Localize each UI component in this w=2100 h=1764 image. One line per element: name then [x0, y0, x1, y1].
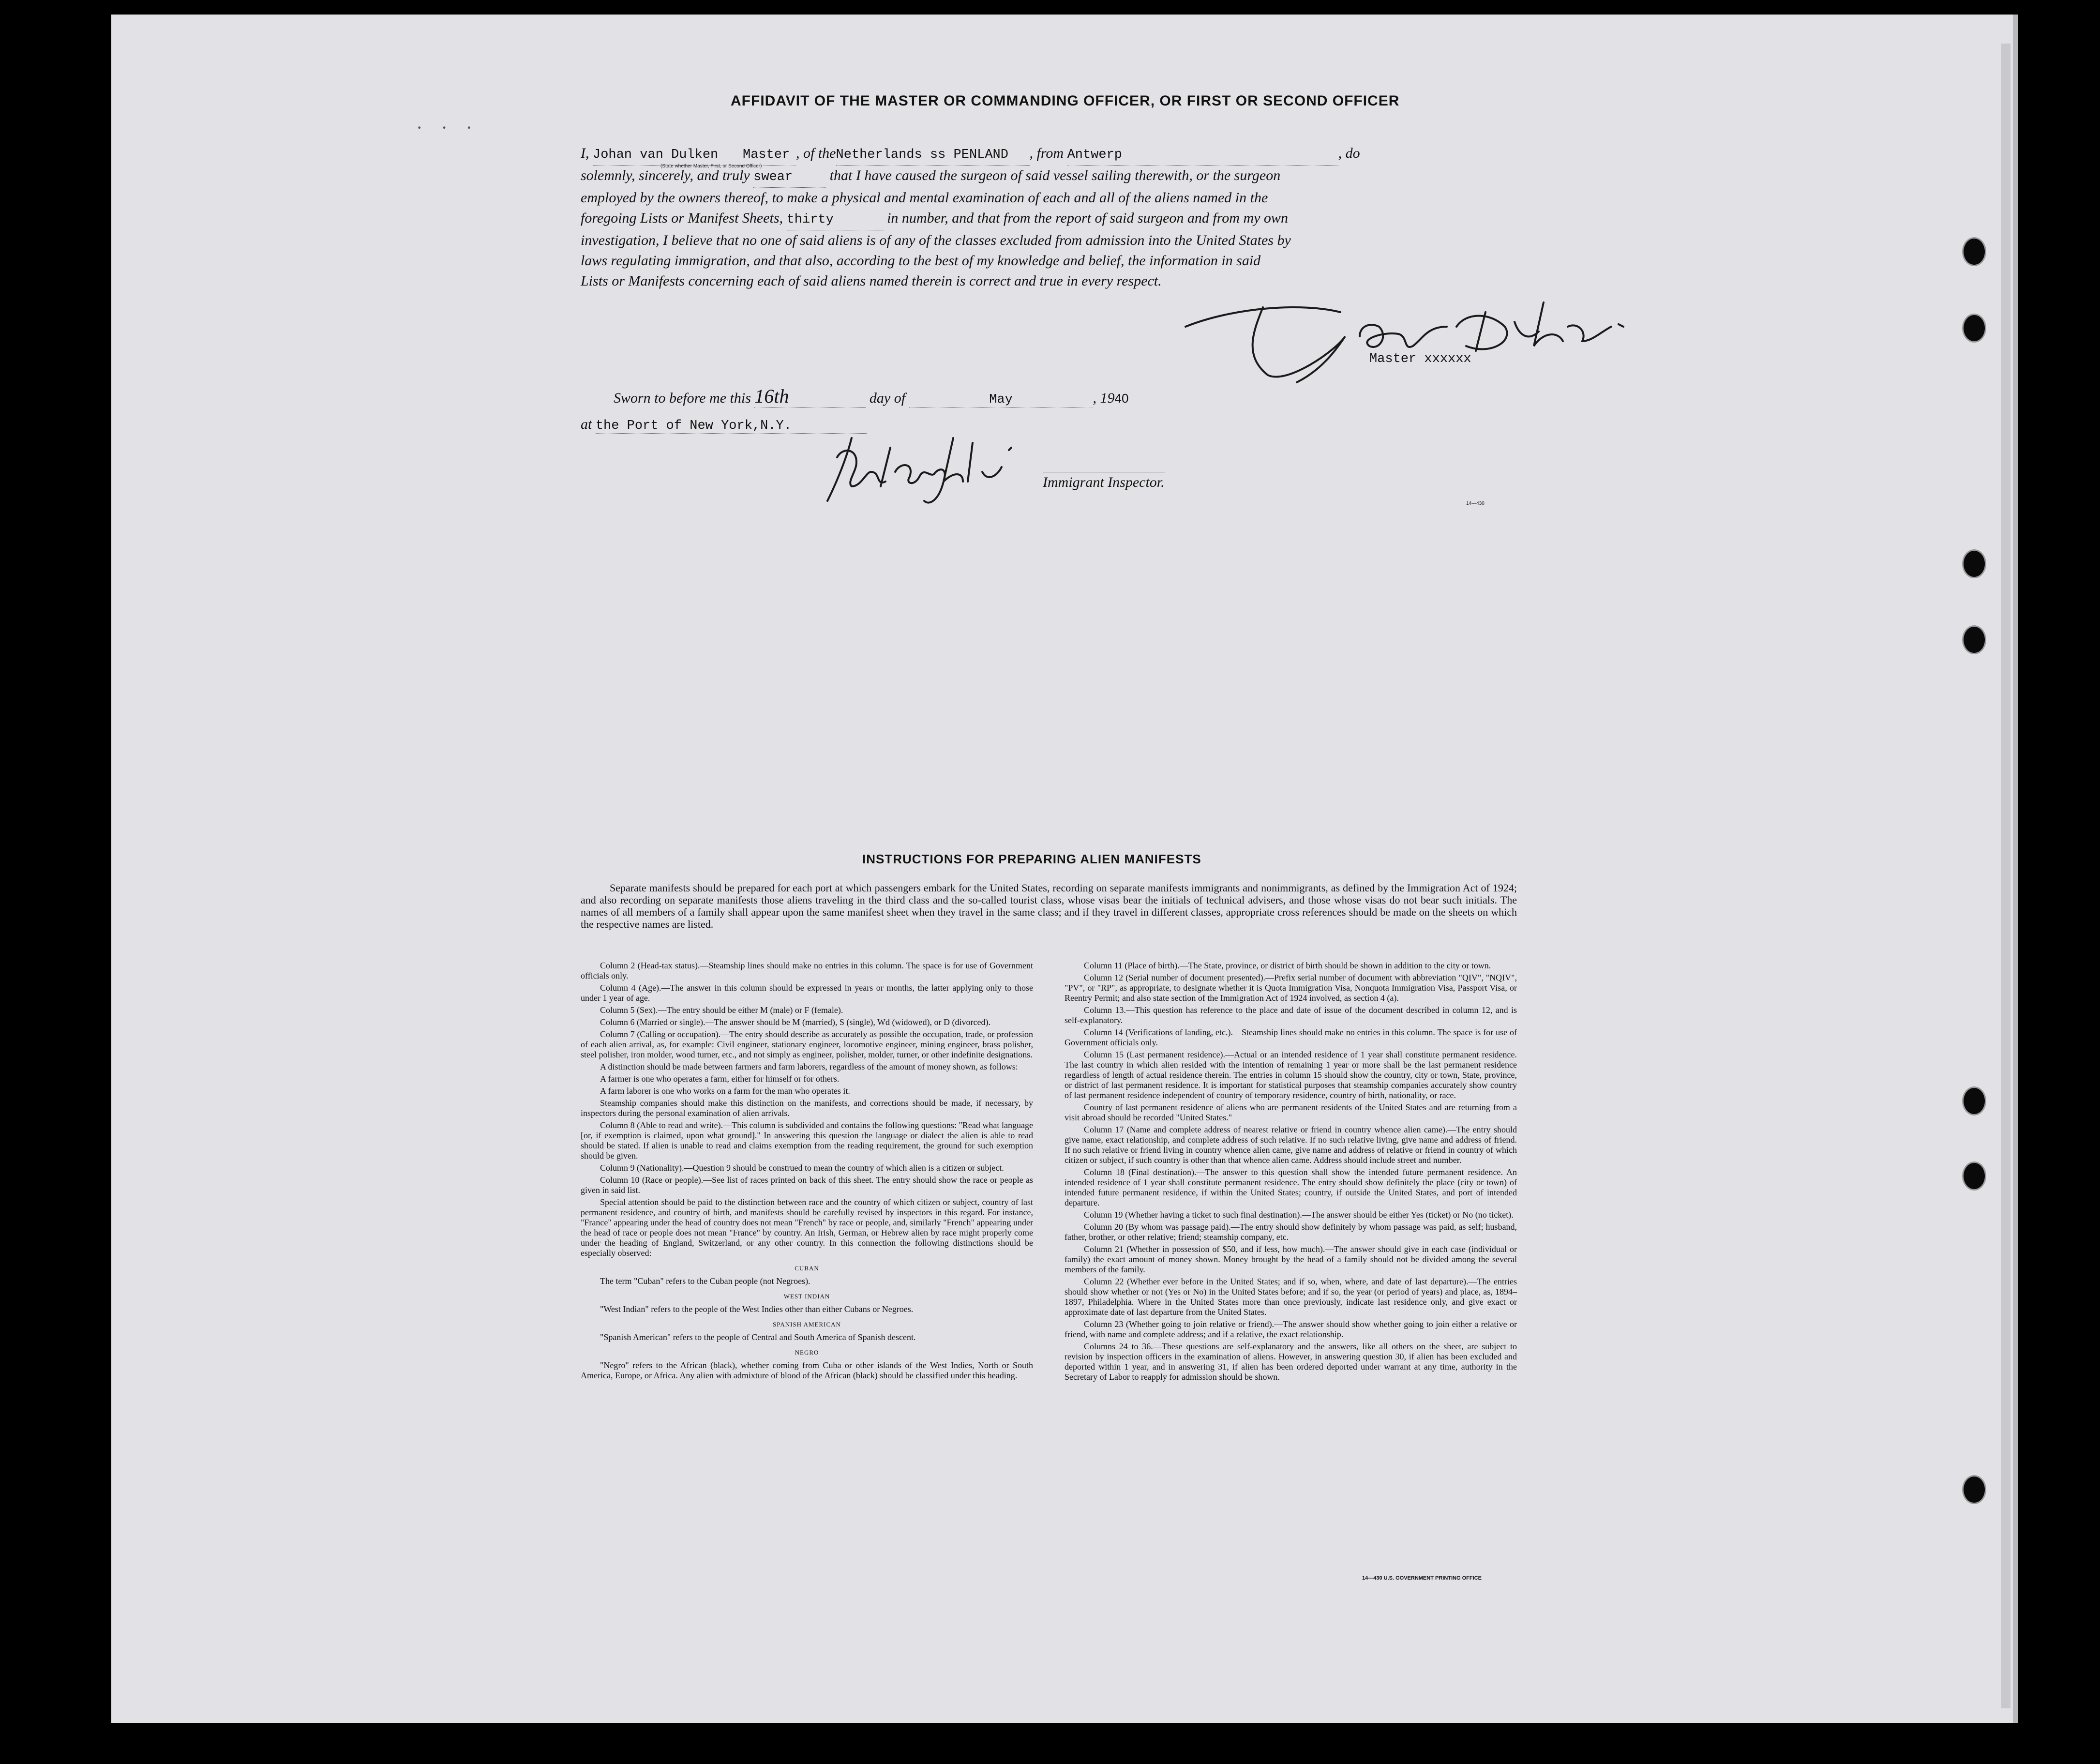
binder-hole	[1962, 314, 1986, 343]
printing-office-footer: 14—430 U.S. GOVERNMENT PRINTING OFFICE	[1362, 1575, 1482, 1581]
spanish-american-definition: "Spanish American" refers to the people of Central and South America of Spanish descent.	[600, 1332, 916, 1342]
ink-specks: · · ·	[416, 117, 479, 138]
instruction-paragraph: Column 8 (Able to read and write).—This column is subdivided and contains the following questions: "Read what language [or, if exemption is claimed, upon what ground]." In answering this question the language or dialect the alien is able to read should be stated. If alien is unable to read and claims exemption from the reading requirement, the ground for such exemption should be given.	[581, 1120, 1033, 1161]
instruction-paragraph: Column 22 (Whether ever before in the United States; and if so, when, where, and date of last departure).—The entries should show whether or not (Yes or No) in the United States before; and if so, the year (or period of years) and place, as, 1894–1897, Philadelphia. Where in the United States more than once previously, indicate last residence only, and give exact or approximate date of last departure from the United States.	[1065, 1277, 1517, 1317]
west-indian-definition: "West Indian" refers to the people of the West Indies other than either Cubans or Negroes.	[600, 1304, 914, 1314]
sheet-count-field: thirty	[787, 210, 884, 230]
instruction-paragraph: Column 15 (Last permanent residence).—Actual or an intended residence of 1 year shall constitute permanent residence. The last country in which alien resided with the intention of remaining 1 year or more shall be the last permanent residence regardless of length of actual residence therein. The entries in column 15 should show the country, city or town, State, province, or district of last permanent residence. It is important for statistical purposes that steamship companies accurately show country of last permanent residence independent of country of temporary residence, country of birth, nationality, or race.	[1065, 1050, 1517, 1100]
instruction-paragraph: Column 19 (Whether having a ticket to such final destination).—The answer should be either Yes (ticket) or No (no ticket).	[1084, 1210, 1514, 1220]
instruction-paragraph: A distinction should be made between farmers and farm laborers, regardless of the amount of money shown, as follows:	[600, 1062, 1018, 1071]
instructions-left-column	[581, 961, 1033, 1383]
affidavit-text: , do	[1338, 145, 1360, 161]
affidavit-text: I,	[581, 145, 589, 161]
instruction-paragraph: Column 23 (Whether going to join relative or friend).—The answer should show whether going to join either a relative or friend, with name and complete address; and if a relative, the exact relationship.	[1065, 1319, 1517, 1339]
inspector-label: Immigrant Inspector.	[1043, 472, 1165, 491]
departure-port-field: Antwerp	[1067, 145, 1338, 166]
cuban-definition: The term "Cuban" refers to the Cuban people (not Negroes).	[600, 1276, 810, 1286]
instructions-intro: Separate manifests should be prepared for each port at which passengers embark for the United States, recording on separate manifests immigrants and nonimmigrants, as defined by the Immigration Act of 1924; and also recording on separate manifests those aliens traveling in the third class and the so-called tourist class, whose visas bear the initials of technical advisers, and those whose visas do not bear such initials. The names of all members of a family shall appear upon the same manifest sheet when they travel in the same class; and if they travel in different classes, appropriate cross references should be made on the sheets on which the respective names are listed.	[581, 882, 1517, 930]
instruction-paragraph: Column 9 (Nationality).—Question 9 should be construed to mean the country of which alien is a citizen or subject.	[600, 1163, 1004, 1173]
instruction-paragraph: Column 4 (Age).—The answer in this column should be expressed in years or months, the latter applying only to those under 1 year of age.	[581, 983, 1033, 1003]
instruction-paragraph: Column 6 (Married or single).—The answer should be M (married), S (single), Wd (widowed), or D (divorced).	[600, 1017, 990, 1027]
instruction-paragraph: Column 10 (Race or people).—See list of races printed on back of this sheet. The entry should show the race or people as given in said list.	[581, 1175, 1033, 1195]
instructions-right-column	[1065, 961, 1517, 1384]
form-number: 14—430	[1466, 501, 1485, 506]
instruction-paragraph: Column 7 (Calling or occupation).—The entry should describe as accurately as possible the occupation, trade, or profession of each alien arrival, as, for example: Civil engineer, stationary engineer, locomotive engineer, mining engineer, brass polisher, steel polisher, iron molder, wood turner, etc., and not simply as engineer, polisher, molder, turner, or other indefinite designations.	[581, 1029, 1033, 1059]
affidavit-text: that I have caused the surgeon of said vessel sailing therewith, or the surgeon	[829, 167, 1281, 183]
oath-field: swear	[753, 167, 826, 188]
sworn-month-field: May	[909, 392, 1093, 407]
binder-hole	[1962, 1475, 1986, 1504]
instruction-paragraph: A farm laborer is one who works on a farm for the man who operates it.	[600, 1086, 850, 1096]
negro-heading: NEGRO	[795, 1349, 819, 1356]
sworn-place-field: the Port of New York,N.Y.	[596, 419, 867, 434]
instructions-title: INSTRUCTIONS FOR PREPARING ALIEN MANIFESTS	[862, 852, 1201, 866]
negro-definition: "Negro" refers to the African (black), whether coming from Cuba or other islands of the West Indies, North or South America, Europe, or Africa. Any alien with admixture of blood of the African (black) should be classified under this heading.	[581, 1360, 1033, 1380]
sworn-line	[614, 385, 1128, 408]
master-signature	[1176, 293, 1631, 390]
page-edge	[2001, 44, 2010, 1708]
binder-hole	[1962, 1086, 1986, 1116]
affidavit-text: foregoing Lists or Manifest Sheets,	[581, 210, 783, 226]
vessel-field: Netherlands ss PENLAND	[836, 145, 1030, 166]
cuban-heading: CUBAN	[795, 1265, 819, 1272]
sworn-year-field: 40	[1114, 391, 1129, 406]
instruction-paragraph: Column 13.—This question has reference to the place and date of issue of the document described in column 12, and is self-explanatory.	[1065, 1005, 1517, 1025]
instruction-paragraph: Column 17 (Name and complete address of nearest relative or friend in country whence alien came).—The entry should give name, exact relationship, and complete address of such relative. If no such relative living, give name and address of friend. If no such relative or friend living in country whence alien came, give name and address of relative or friend in country of which citizen or subject, if such country is other than that whence alien came. Address should include street and number.	[1065, 1125, 1517, 1165]
binder-hole	[1962, 549, 1986, 578]
affidavit-text: in number, and that from the report of said surgeon and from my own	[887, 210, 1288, 226]
instruction-paragraph: Columns 24 to 36.—These questions are self-explanatory and the answers, like all others on the sheet, are subject to revision by inspection officers in the examination of aliens. However, in answering question 30, if alien has been excluded and deported within 1 year, and in answering 31, if alien has been ordered deported under warrant at any time, authority in the Secretary of Labor to reapply for admission should be shown.	[1065, 1342, 1517, 1382]
instruction-paragraph: Column 2 (Head-tax status).—Steamship lines should make no entries in this column. The space is for use of Government officials only.	[581, 961, 1033, 980]
affidavit-title: AFFIDAVIT OF THE MASTER OR COMMANDING OFFICER, OR FIRST OR SECOND OFFICER	[731, 93, 1400, 109]
west-indian-heading: WEST INDIAN	[783, 1293, 830, 1300]
affidavit-text: , from	[1029, 145, 1064, 161]
master-label: Master xxxxxx	[1369, 352, 1471, 366]
sworn-text: day of	[869, 390, 906, 406]
affidavit-text: , of the	[796, 145, 836, 161]
master-name-field: Johan van Dulken	[593, 145, 743, 166]
instruction-paragraph: Column 21 (Whether in possession of $50, and if less, how much).—The answer should give in each case (individual or family) the exact amount of money shown. Money brought by the head of a family should not be divided among the several members of the family.	[1065, 1244, 1517, 1274]
inspector-signature	[818, 428, 1069, 511]
sworn-text: Sworn to before me this	[614, 390, 751, 406]
rank-note: (State whether Master, First, or Second Officer)	[660, 164, 762, 169]
rank-field: Master	[743, 145, 796, 166]
instruction-paragraph: Column 11 (Place of birth).—The State, province, or district of birth should be shown in addition to the city or town.	[1084, 961, 1491, 970]
affidavit-text: solemnly, sincerely, and truly	[581, 167, 750, 183]
instruction-paragraph: Column 20 (By whom was passage paid).—The entry should show definitely by whom passage was paid, as self; husband, father, brother, or other relative; friend; steamship company, etc.	[1065, 1222, 1517, 1242]
instruction-paragraph: A farmer is one who operates a farm, either for himself or for others.	[600, 1074, 840, 1084]
affidavit-line-7: Lists or Manifests concerning each of said aliens named therein is correct and true in every respect.	[581, 273, 1162, 289]
affidavit-line-1	[581, 143, 1517, 166]
affidavit-line-4	[581, 208, 1517, 230]
sworn-day-field: 16th	[754, 385, 866, 408]
instruction-paragraph: Column 12 (Serial number of document presented).—Prefix serial number of document with abbreviation "QIV", "NQIV", "PV", or "RP", as appropriate, to designate whether it is Quota Immigration Visa, Nonquota Immigration Visa, Passport Visa, or Reentry Permit; and also state section of the Immigration Act of 1924 involved, as section 4 (a).	[1065, 973, 1517, 1003]
binder-hole	[1962, 625, 1986, 654]
instruction-paragraph: Column 18 (Final destination).—The answer to this question shall show the intended future permanent residence. An intended residence of 1 year shall constitute permanent residence. The entry should show definitely the place (city or town) of intended future permanent residence, if within the United States; country, if outside the United States, and port of intended departure.	[1065, 1167, 1517, 1207]
binder-hole	[1962, 237, 1986, 266]
sworn-text: at	[581, 416, 592, 432]
spanish-american-heading: SPANISH AMERICAN	[773, 1321, 841, 1328]
affidavit-line-3: employed by the owners thereof, to make a physical and mental examination of each and all of the aliens named in the	[581, 190, 1268, 206]
instruction-paragraph: Steamship companies should make this distinction on the manifests, and corrections should be made, if necessary, by inspectors during the personal examination of alien arrivals.	[581, 1098, 1033, 1118]
affidavit-line-5: investigation, I believe that no one of said aliens is of any of the classes excluded from admission into the United States by	[581, 232, 1291, 248]
instruction-paragraph: Special attention should be paid to the distinction between race and the country of which citizen or subject, country of last permanent residence, and country of birth, and manifests should be carefully revised by inspectors in this regard. For instance, "France" appearing under the head of country does not mean "French" by race or people, and, similarly "French" appearing under the head of race or people does not mean "France" by country. An Irish, German, or Hebrew alien by race might properly come under the heading of England, Switzerland, or any other country. In this connection the following distinctions should be especially observed:	[581, 1197, 1033, 1258]
instruction-paragraph: Column 14 (Verifications of landing, etc.).—Steamship lines should make no entries in this column. The space is for use of Government officials only.	[1065, 1027, 1517, 1047]
sworn-text: , 19	[1093, 390, 1115, 406]
instruction-paragraph: Country of last permanent residence of aliens who are permanent residents of the United States and are returning from a visit abroad should be recorded "United States."	[1065, 1102, 1517, 1122]
instruction-paragraph: Column 5 (Sex).—The entry should be either M (male) or F (female).	[600, 1005, 843, 1015]
binder-hole	[1962, 1161, 1986, 1191]
affidavit-line-6: laws regulating immigration, and that also, according to the best of my knowledge and belief, the information in said	[581, 253, 1261, 269]
